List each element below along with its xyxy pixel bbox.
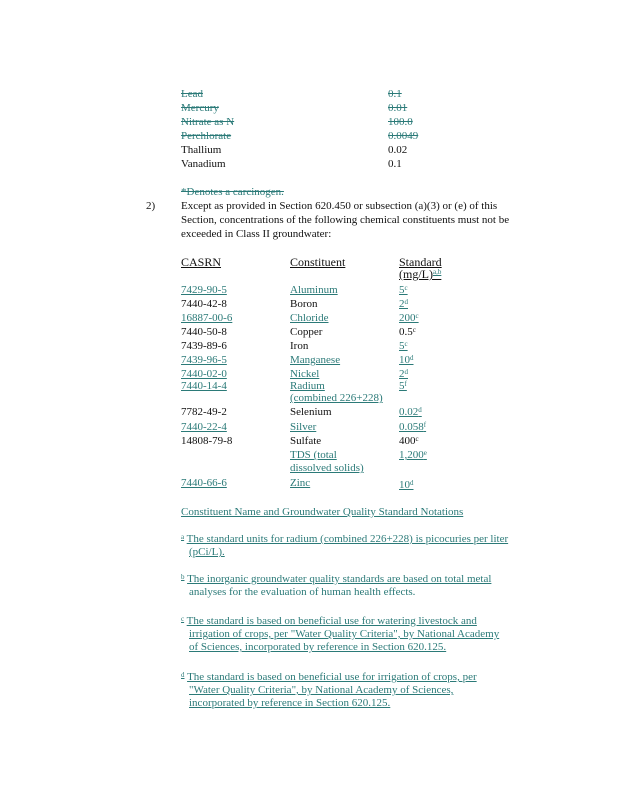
prev-row-name: Perchlorate	[181, 130, 232, 142]
notation-a	[181, 533, 541, 559]
standard-cell: 400$^c$	[399, 435, 419, 447]
carcinogen-footnote: *Denotes a carcinogen.	[181, 186, 284, 198]
section-text-line: Section, concentrations of the following chemical constituents must not be	[181, 214, 510, 226]
header-standard: Standard	[399, 255, 442, 269]
notation-mark: a	[181, 533, 185, 541]
notation-d	[181, 671, 541, 710]
notation-line: analyses for the evaluation of human health effects.	[189, 586, 416, 598]
section-number: 2)	[146, 200, 156, 212]
notation-line: "Water Quality Criteria", by National Academy of Sciences,	[189, 684, 454, 696]
notations-title: Constituent Name and Groundwater Quality Standard Notations	[181, 506, 464, 518]
constituent-cell: Chloride	[290, 312, 329, 324]
prev-row-value: 0.1	[388, 158, 402, 170]
casrn-cell: 7429-90-5	[181, 284, 227, 296]
constituent-cell: Manganese	[290, 354, 341, 366]
standard-cell: 10$^d$	[399, 354, 414, 366]
standard-cell: 0.02$^d$	[399, 406, 422, 418]
standard-cell: 5$^c$	[399, 284, 408, 296]
prev-row-name: Mercury	[181, 102, 219, 114]
notation-line: (pCi/L).	[189, 546, 225, 558]
standard-cell: 200$^c$	[399, 312, 419, 324]
prev-row-name: Thallium	[181, 144, 222, 156]
constituent-cell: Silver	[290, 421, 317, 433]
casrn-cell: 14808-79-8	[181, 435, 233, 447]
notation-mark: d	[181, 671, 185, 679]
casrn-cell: 7440-42-8	[181, 298, 227, 310]
constituent-cell: Boron	[290, 298, 318, 310]
constituent-cell: TDS (total	[290, 449, 337, 461]
constituent-cell: Aluminum	[290, 284, 338, 296]
notation-b	[181, 573, 541, 599]
prev-row-name: Lead	[181, 88, 203, 100]
standard-cell: 0.058$^f$	[399, 421, 427, 433]
prev-row-name: Vanadium	[181, 158, 226, 170]
constituent-cell: Zinc	[290, 477, 311, 489]
constituent-cell: Nickel	[290, 368, 320, 380]
notation-line: irrigation of crops, per "Water Quality Criteria", by National Academy	[189, 628, 500, 640]
casrn-cell: 7782-49-2	[181, 406, 227, 418]
prev-row-value: 100.0	[388, 116, 413, 128]
standard-cell: 5$^f$	[399, 380, 407, 392]
notation-line: The standard is based on beneficial use for watering livestock and	[186, 615, 477, 627]
standard-cell: 1,200e	[399, 449, 427, 461]
standard-cell: 2$^d$	[399, 368, 408, 380]
section-text-line: Except as provided in Section 620.450 or subsection (a)(3) or (e) of this	[181, 200, 498, 212]
standard-cell: 10$^d$	[399, 479, 414, 491]
constituent-cell: Sulfate	[290, 435, 322, 447]
standard-cell: 5$^c$	[399, 340, 408, 352]
constituent-cell-cont: dissolved solids)	[290, 462, 364, 474]
prev-row-value: 0.0049	[388, 130, 419, 142]
notation-mark: b	[181, 573, 185, 581]
constituent-cell-cont: (combined 226+228)	[290, 392, 383, 404]
casrn-cell: 7440-14-4	[181, 380, 227, 392]
notation-line: The standard is based on beneficial use for irrigation of crops, per	[187, 671, 477, 683]
prev-row-name: Nitrate as N	[181, 116, 235, 128]
section-text-line: exceeded in Class II groundwater:	[181, 228, 332, 240]
prev-row-value: 0.1	[388, 88, 402, 100]
constituent-cell: Iron	[290, 340, 309, 352]
notation-line: of Sciences, incorporated by reference in Section 620.125.	[189, 641, 447, 653]
casrn-cell: 7439-96-5	[181, 354, 227, 366]
notation-mark: c	[181, 615, 185, 623]
standard-cell: 0.5$^c$	[399, 326, 416, 338]
prev-row-value: 0.02	[388, 144, 408, 156]
constituent-cell: Selenium	[290, 406, 332, 418]
header-standard-units: $(mg/L)^{a,b}$	[399, 267, 442, 281]
casrn-cell: 7440-02-0	[181, 368, 227, 380]
constituent-cell: Copper	[290, 326, 323, 338]
header-casrn: CASRN	[181, 255, 222, 269]
standard-cell: 2$^d$	[399, 298, 408, 310]
notation-line: incorporated by reference in Section 620.125.	[189, 697, 391, 709]
casrn-cell: 16887-00-6	[181, 312, 233, 324]
casrn-cell: 7440-50-8	[181, 326, 227, 338]
casrn-cell: 7439-89-6	[181, 340, 227, 352]
header-constituent: Constituent	[290, 255, 346, 269]
casrn-cell: 7440-22-4	[181, 421, 227, 433]
notation-c	[181, 615, 541, 654]
constituent-cell: Radium	[290, 380, 325, 392]
prev-row-value: 0.01	[388, 102, 408, 114]
casrn-cell: 7440-66-6	[181, 477, 227, 489]
notation-line: The standard units for radium (combined 226+228) is picocuries per liter	[186, 533, 509, 545]
notation-line: The inorganic groundwater quality standards are based on total metal	[187, 573, 492, 585]
